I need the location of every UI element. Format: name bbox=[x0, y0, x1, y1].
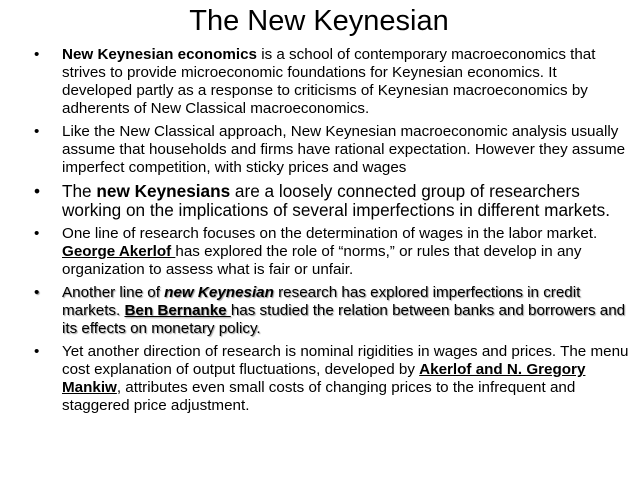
link-ben-bernanke[interactable]: Ben Bernanke bbox=[124, 302, 231, 319]
link-akerlof-mankiw[interactable]: Akerlof and N. Gregory Mankiw bbox=[62, 361, 586, 396]
bullet-point-icon: • bbox=[34, 123, 40, 140]
bullet-text-pre: Another line of bbox=[62, 284, 165, 301]
bullet-text: , attributes even small costs of changing prices to the infrequent and staggered price adjustment. bbox=[62, 379, 576, 414]
bullet-text: is a school of contemporary macroeconomics that strives to provide microeconomic foundations for Keynesian economics. It developed partly as a response to criticisms of Keynesian macroeconomics by adherents of New Classical macroeconomics. bbox=[62, 46, 596, 117]
bullet-new-keynesian-economics bbox=[34, 46, 630, 118]
bold-term: New Keynesian economics bbox=[62, 46, 257, 63]
bullet-text-mid: research has explored imperfections in credit markets. bbox=[62, 284, 581, 319]
bullet-text: Like the New Classical approach, New Keynesian macroeconomic analysis usually assume that households and firms have rational expectation. However they assume imperfect competition, with sticky prices and wages bbox=[62, 123, 626, 176]
bullet-text-pre: One line of research focuses on the determination of wages in the labor market. bbox=[62, 225, 598, 242]
bullet-list bbox=[34, 46, 630, 420]
bullet-nominal-rigidities bbox=[34, 343, 630, 415]
bullet-point-icon: • bbox=[34, 181, 41, 201]
bullet-point-icon: • bbox=[34, 225, 40, 242]
bullet-point-icon: • bbox=[34, 46, 40, 63]
bullet-wages-labor-market bbox=[34, 225, 630, 279]
bullet-text: has studied the relation between banks and borrowers and its effects on monetary policy. bbox=[62, 302, 626, 337]
bold-italic-term: new Keynesian bbox=[164, 284, 274, 301]
bullet-text-pre: The bbox=[62, 181, 97, 201]
bullet-credit-markets bbox=[34, 284, 630, 338]
link-george-akerlof[interactable]: George Akerlof bbox=[62, 243, 176, 260]
bullet-text: are a loosely connected group of researchers working on the implications of several imperfections in different markets. bbox=[62, 181, 611, 220]
bullet-point-icon: • bbox=[34, 343, 40, 360]
bold-term: new Keynesians bbox=[96, 181, 231, 201]
bullet-text: has explored the role of “norms,” or rules that develop in any organization to assess what is fair or unfair. bbox=[62, 243, 582, 278]
bullet-point-icon: • bbox=[34, 284, 40, 301]
bullet-new-keynesians-group bbox=[34, 182, 630, 219]
bullet-new-classical-comparison bbox=[34, 123, 630, 177]
slide-title: The New Keynesian bbox=[189, 5, 449, 37]
bullet-text-pre: Yet another direction of research is nominal rigidities in wages and prices. The menu cost explanation of output fluctuations, developed by bbox=[62, 343, 629, 378]
